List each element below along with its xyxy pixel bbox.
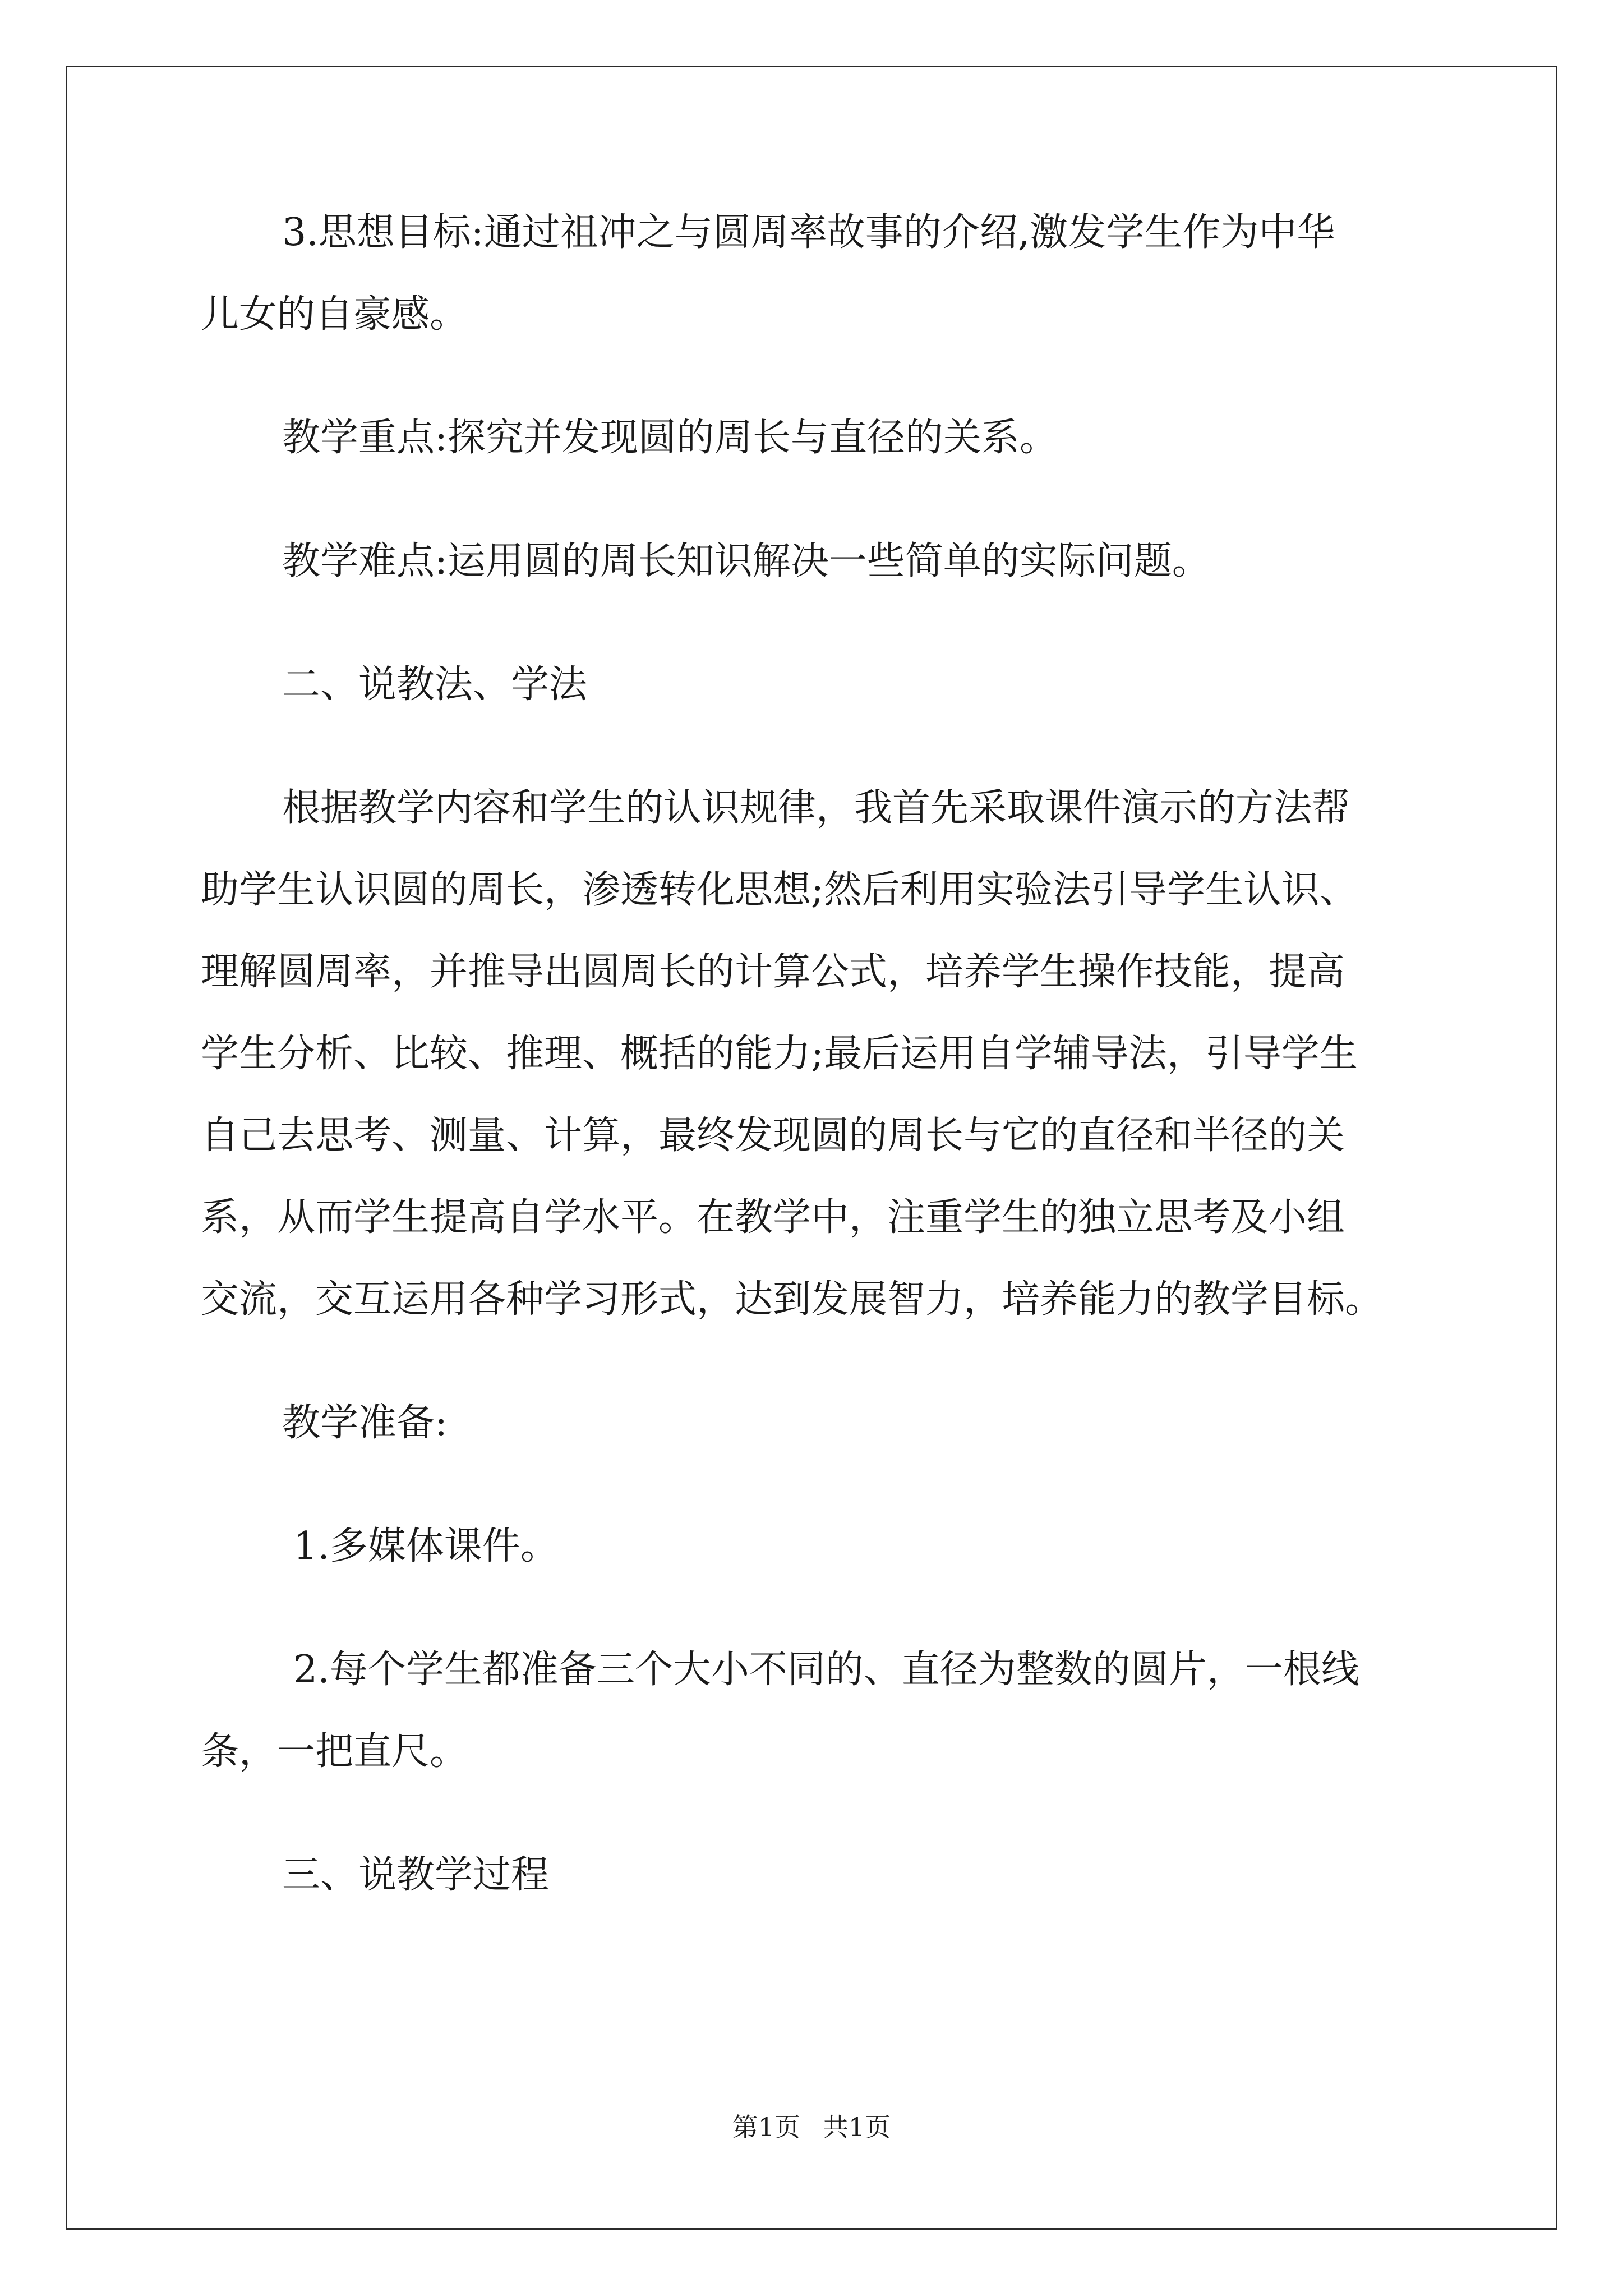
section-heading: 三、说教学过程 bbox=[282, 1853, 550, 1897]
paragraph-line: 理解圆周率，并推导出圆周长的计算公式，培养学生操作技能，提高 bbox=[201, 950, 1345, 994]
paragraph-line: 交流，交互运用各种学习形式，达到发展智力，培养能力的教学目标。 bbox=[201, 1277, 1384, 1322]
paragraph-line: 系，从而学生提高自学水平。在教学中，注重学生的独立思考及小组 bbox=[201, 1195, 1345, 1240]
list-item: 1.多媒体课件。 bbox=[293, 1524, 559, 1568]
list-item: 2.每个学生都准备三个大小不同的、直径为整数的圆片，一根线 bbox=[293, 1648, 1359, 1692]
paragraph-line: 根据教学内容和学生的认识规律，我首先采取课件演示的方法帮 bbox=[282, 786, 1350, 830]
paragraph-line: 3.思想目标:通过祖冲之与圆周率故事的介绍,激发学生作为中华 bbox=[282, 210, 1335, 255]
paragraph-line: 教学准备: bbox=[282, 1401, 448, 1445]
paragraph-line: 助学生认识圆的周长，渗透转化思想;然后利用实验法引导学生认识、 bbox=[201, 868, 1358, 912]
paragraph-line: 教学难点:运用圆的周长知识解决一些简单的实际问题。 bbox=[282, 539, 1210, 583]
paragraph-line: 自己去思考、测量、计算，最终发现圆的周长与它的直径和半径的关 bbox=[201, 1114, 1345, 1158]
paragraph-line: 条，一把直尺。 bbox=[201, 1729, 468, 1774]
page-footer bbox=[0, 2110, 1623, 2144]
page-total: 共1页 bbox=[823, 2112, 891, 2142]
page-number: 第1页 bbox=[732, 2112, 800, 2142]
paragraph-line: 学生分析、比较、推理、概括的能力;最后运用自学辅导法，引导学生 bbox=[201, 1032, 1358, 1076]
paragraph-line: 教学重点:探究并发现圆的周长与直径的关系。 bbox=[282, 416, 1058, 460]
paragraph-line: 儿女的自豪感。 bbox=[201, 292, 468, 337]
section-heading: 二、说教法、学法 bbox=[282, 662, 588, 707]
